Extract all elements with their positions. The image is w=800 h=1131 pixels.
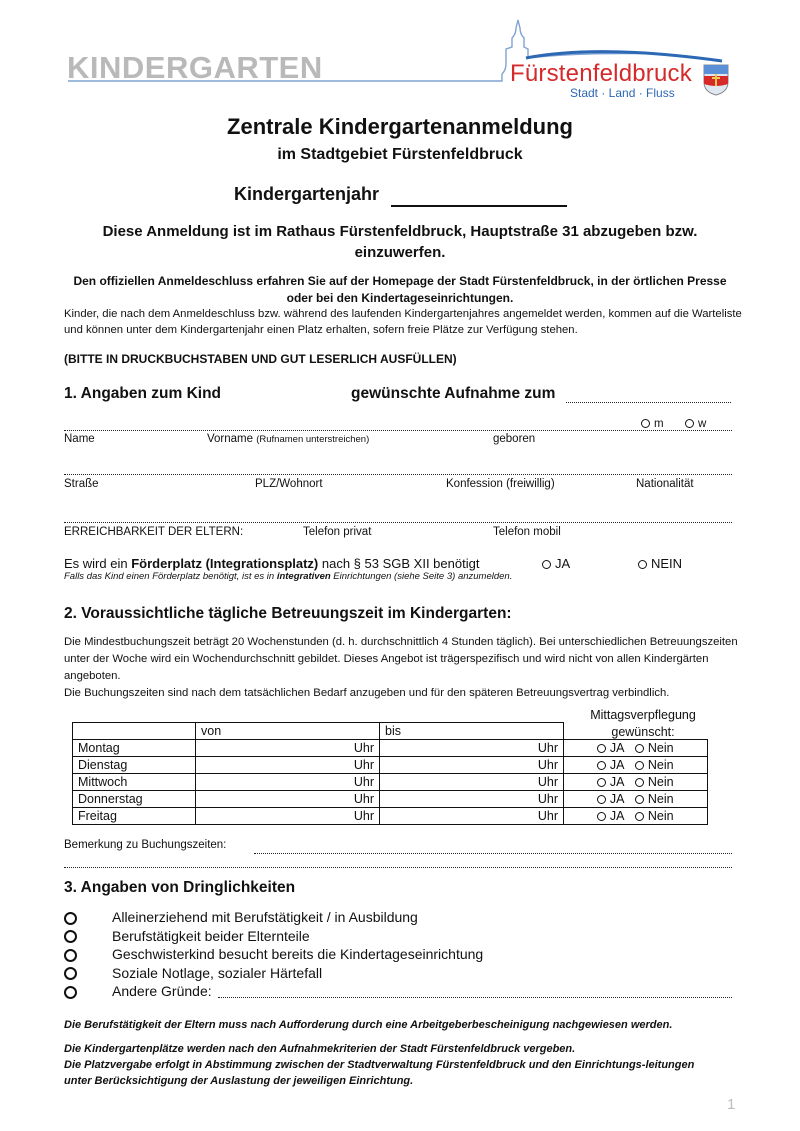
foerderplatz-note: Falls das Kind einen Förderplatz benötigt, ist es in integrativen Einrichtungen (siehe Seite 3) anzumelden. [64,571,513,582]
gender-w-option[interactable]: w [685,418,706,430]
city-logo-name: Fürstenfeldbruck [510,60,692,87]
radio-icon[interactable] [597,812,606,821]
foerderplatz-yes-option[interactable]: JA [542,556,570,571]
from-time-field[interactable]: Uhr [196,791,380,808]
address-field[interactable] [64,462,732,475]
strasse-label: Straße [64,478,99,490]
telefon-privat-label: Telefon privat [303,526,372,538]
kindergarten-year-field[interactable] [391,205,567,207]
meal-yes-option[interactable]: JA [597,775,625,789]
table-row [73,757,708,774]
form-subtitle: im Stadtgebiet Fürstenfeldbruck [277,146,523,163]
radio-icon[interactable] [542,560,551,569]
to-time-field[interactable]: Uhr [380,740,564,757]
admission-date-label: gewünschte Aufnahme zum [351,385,556,402]
radio-icon[interactable] [635,812,644,821]
vorname-label: Vorname (Rufnamen unterstreichen) [207,433,370,445]
coat-of-arms-icon [703,64,729,96]
city-logo-tagline: Stadt · Land · Fluss [570,86,675,100]
radio-icon[interactable] [64,930,77,943]
to-time-field[interactable]: Uhr [380,774,564,791]
day-label: Freitag [73,808,196,825]
block-letters-instruction: (BITTE IN DRUCKBUCHSTABEN UND GUT LESERLICH AUSFÜLLEN) [64,352,457,366]
meal-choice [564,791,708,808]
radio-icon[interactable] [64,912,77,925]
late-registration-notice: Kinder, die nach dem Anmeldeschluss bzw. während des laufenden Kindergartenjahres angemeldet werden, kommen auf die Warteliste und können unter dem Kindergartenjahr einen Platz erhalten, sofern freie Plätze zur Verfügung stehen. [64,308,742,336]
urgency-criterion[interactable]: Soziale Notlage, sozialer Härtefall [64,965,77,981]
meal-yes-option[interactable]: JA [597,809,625,823]
radio-icon[interactable] [635,795,644,804]
table-row [73,774,708,791]
table-row [73,808,708,825]
telefon-mobil-label: Telefon mobil [493,526,561,538]
remark-field-line1[interactable] [254,841,732,854]
parent-contact-field[interactable] [64,510,732,523]
other-reasons-field[interactable] [218,985,732,998]
kindergarten-year-label: Kindergartenjahr [234,184,380,204]
radio-icon[interactable] [597,795,606,804]
from-time-field[interactable]: Uhr [196,740,380,757]
remark-field-line2[interactable] [64,855,732,868]
section1-heading: 1. Angaben zum Kind [64,385,222,402]
meal-choice [564,740,708,757]
program-title: KINDERGARTEN [67,50,323,85]
urgency-criterion[interactable]: Geschwisterkind besucht bereits die Kindertageseinrichtung [64,946,77,962]
booking-times-table [72,722,708,825]
foerderplatz-question: Es wird ein Förderplatz (Integrationsplatz) nach § 53 SGB XII benötigt [64,556,480,571]
radio-icon[interactable] [635,778,644,787]
meal-yes-option[interactable]: JA [597,792,625,806]
plz-label: PLZ/Wohnort [255,478,323,490]
booking-time-info: Die Mindestbuchungszeit beträgt 20 Wochenstunden (d. h. durchschnittlich 4 Stunden täglich). Bei unterschiedlichen Betreuungszeiten unter der Woche wird ein Wochendurchschnitt gebildet. Dieses Angebot ist trägerspezifisch und wird nicht von allen Kindergärten angeboten. Die Buchungszeiten sind nach dem tatsächlichen Bedarf anzugeben und für den späteren Betreuungsvertrag verbindlich. [64,636,738,699]
urgency-criterion[interactable]: Berufstätigkeit beider Elternteile [64,928,77,944]
radio-icon[interactable] [638,560,647,569]
day-label: Donnerstag [73,791,196,808]
to-time-field[interactable]: Uhr [380,791,564,808]
radio-icon[interactable] [597,761,606,770]
allocation-note: Die Kindergartenplätze werden nach den Aufnahmekriterien der Stadt Fürstenfeldbruck vergeben. Die Platzvergabe erfolgt in Abstimmung zwischen der Stadtverwaltung Fürstenfeldbruck und den Einrichtungs-leitungen unter Berücksichtigung der Auslastung der jeweiligen Einrichtung. [64,1043,695,1087]
meal-yes-option[interactable]: JA [597,758,625,772]
name-label: Name [64,433,95,445]
radio-m-icon[interactable] [641,419,650,428]
form-title: Zentrale Kindergartenanmeldung [227,114,573,139]
day-label: Mittwoch [73,774,196,791]
table-row [73,791,708,808]
meal-no-option[interactable]: Nein [635,792,674,806]
meal-yes-option[interactable]: JA [597,741,625,755]
employment-proof-note: Die Berufstätigkeit der Eltern muss nach Aufforderung durch eine Arbeitgeberbescheinigung nachgewiesen werden. [64,1019,673,1031]
section2-heading: 2. Voraussichtliche tägliche Betreuungszeit im Kindergarten: [64,605,512,622]
from-time-field[interactable]: Uhr [196,757,380,774]
geboren-label: geboren [493,433,536,445]
gender-m-option[interactable]: m [641,418,664,430]
meal-choice [564,774,708,791]
radio-icon[interactable] [64,986,77,999]
radio-icon[interactable] [64,949,77,962]
to-time-field[interactable]: Uhr [380,808,564,825]
urgency-criterion[interactable]: Alleinerziehend mit Berufstätigkeit / in Ausbildung [64,909,77,925]
table-row [73,740,708,757]
radio-w-icon[interactable] [685,419,694,428]
section3-heading: 3. Angaben von Dringlichkeiten [64,879,296,896]
child-name-field[interactable] [64,418,732,431]
from-time-field[interactable]: Uhr [196,774,380,791]
col-to-header: bis [380,723,564,740]
from-time-field[interactable]: Uhr [196,808,380,825]
meal-header: Mittagsverpflegung gewünscht: [590,708,696,739]
to-time-field[interactable]: Uhr [380,757,564,774]
submission-notice: Diese Anmeldung ist im Rathaus Fürstenfeldbruck, Hauptstraße 31 abzugeben bzw. einzuwerfen. [102,223,698,261]
radio-icon[interactable] [597,744,606,753]
radio-icon[interactable] [635,744,644,753]
nationalitaet-label: Nationalität [636,478,694,490]
meal-no-option[interactable]: Nein [635,775,674,789]
radio-icon[interactable] [64,967,77,980]
meal-no-option[interactable]: Nein [635,741,674,755]
radio-icon[interactable] [597,778,606,787]
day-label: Dienstag [73,757,196,774]
admission-date-field[interactable] [566,390,731,403]
deadline-notice: Den offiziellen Anmeldeschluss erfahren Sie auf der Homepage der Stadt Fürstenfeldbruck, in der örtlichen Presse oder bei den Kindertageseinrichtungen. [73,274,727,305]
konfession-label: Konfession (freiwillig) [446,478,555,490]
page-number: 1 [727,1096,736,1113]
reachability-label: ERREICHBARKEIT DER ELTERN: [64,526,244,538]
foerderplatz-no-option[interactable]: NEIN [638,556,682,571]
meal-choice [564,757,708,774]
col-from-header: von [196,723,380,740]
table-header-row [73,723,708,740]
urgency-criterion[interactable]: Andere Gründe: [64,983,77,999]
radio-icon[interactable] [635,761,644,770]
day-label: Montag [73,740,196,757]
meal-no-option[interactable]: Nein [635,758,674,772]
meal-no-option[interactable]: Nein [635,809,674,823]
meal-choice [564,808,708,825]
remark-label: Bemerkung zu Buchungszeiten: [64,839,227,851]
